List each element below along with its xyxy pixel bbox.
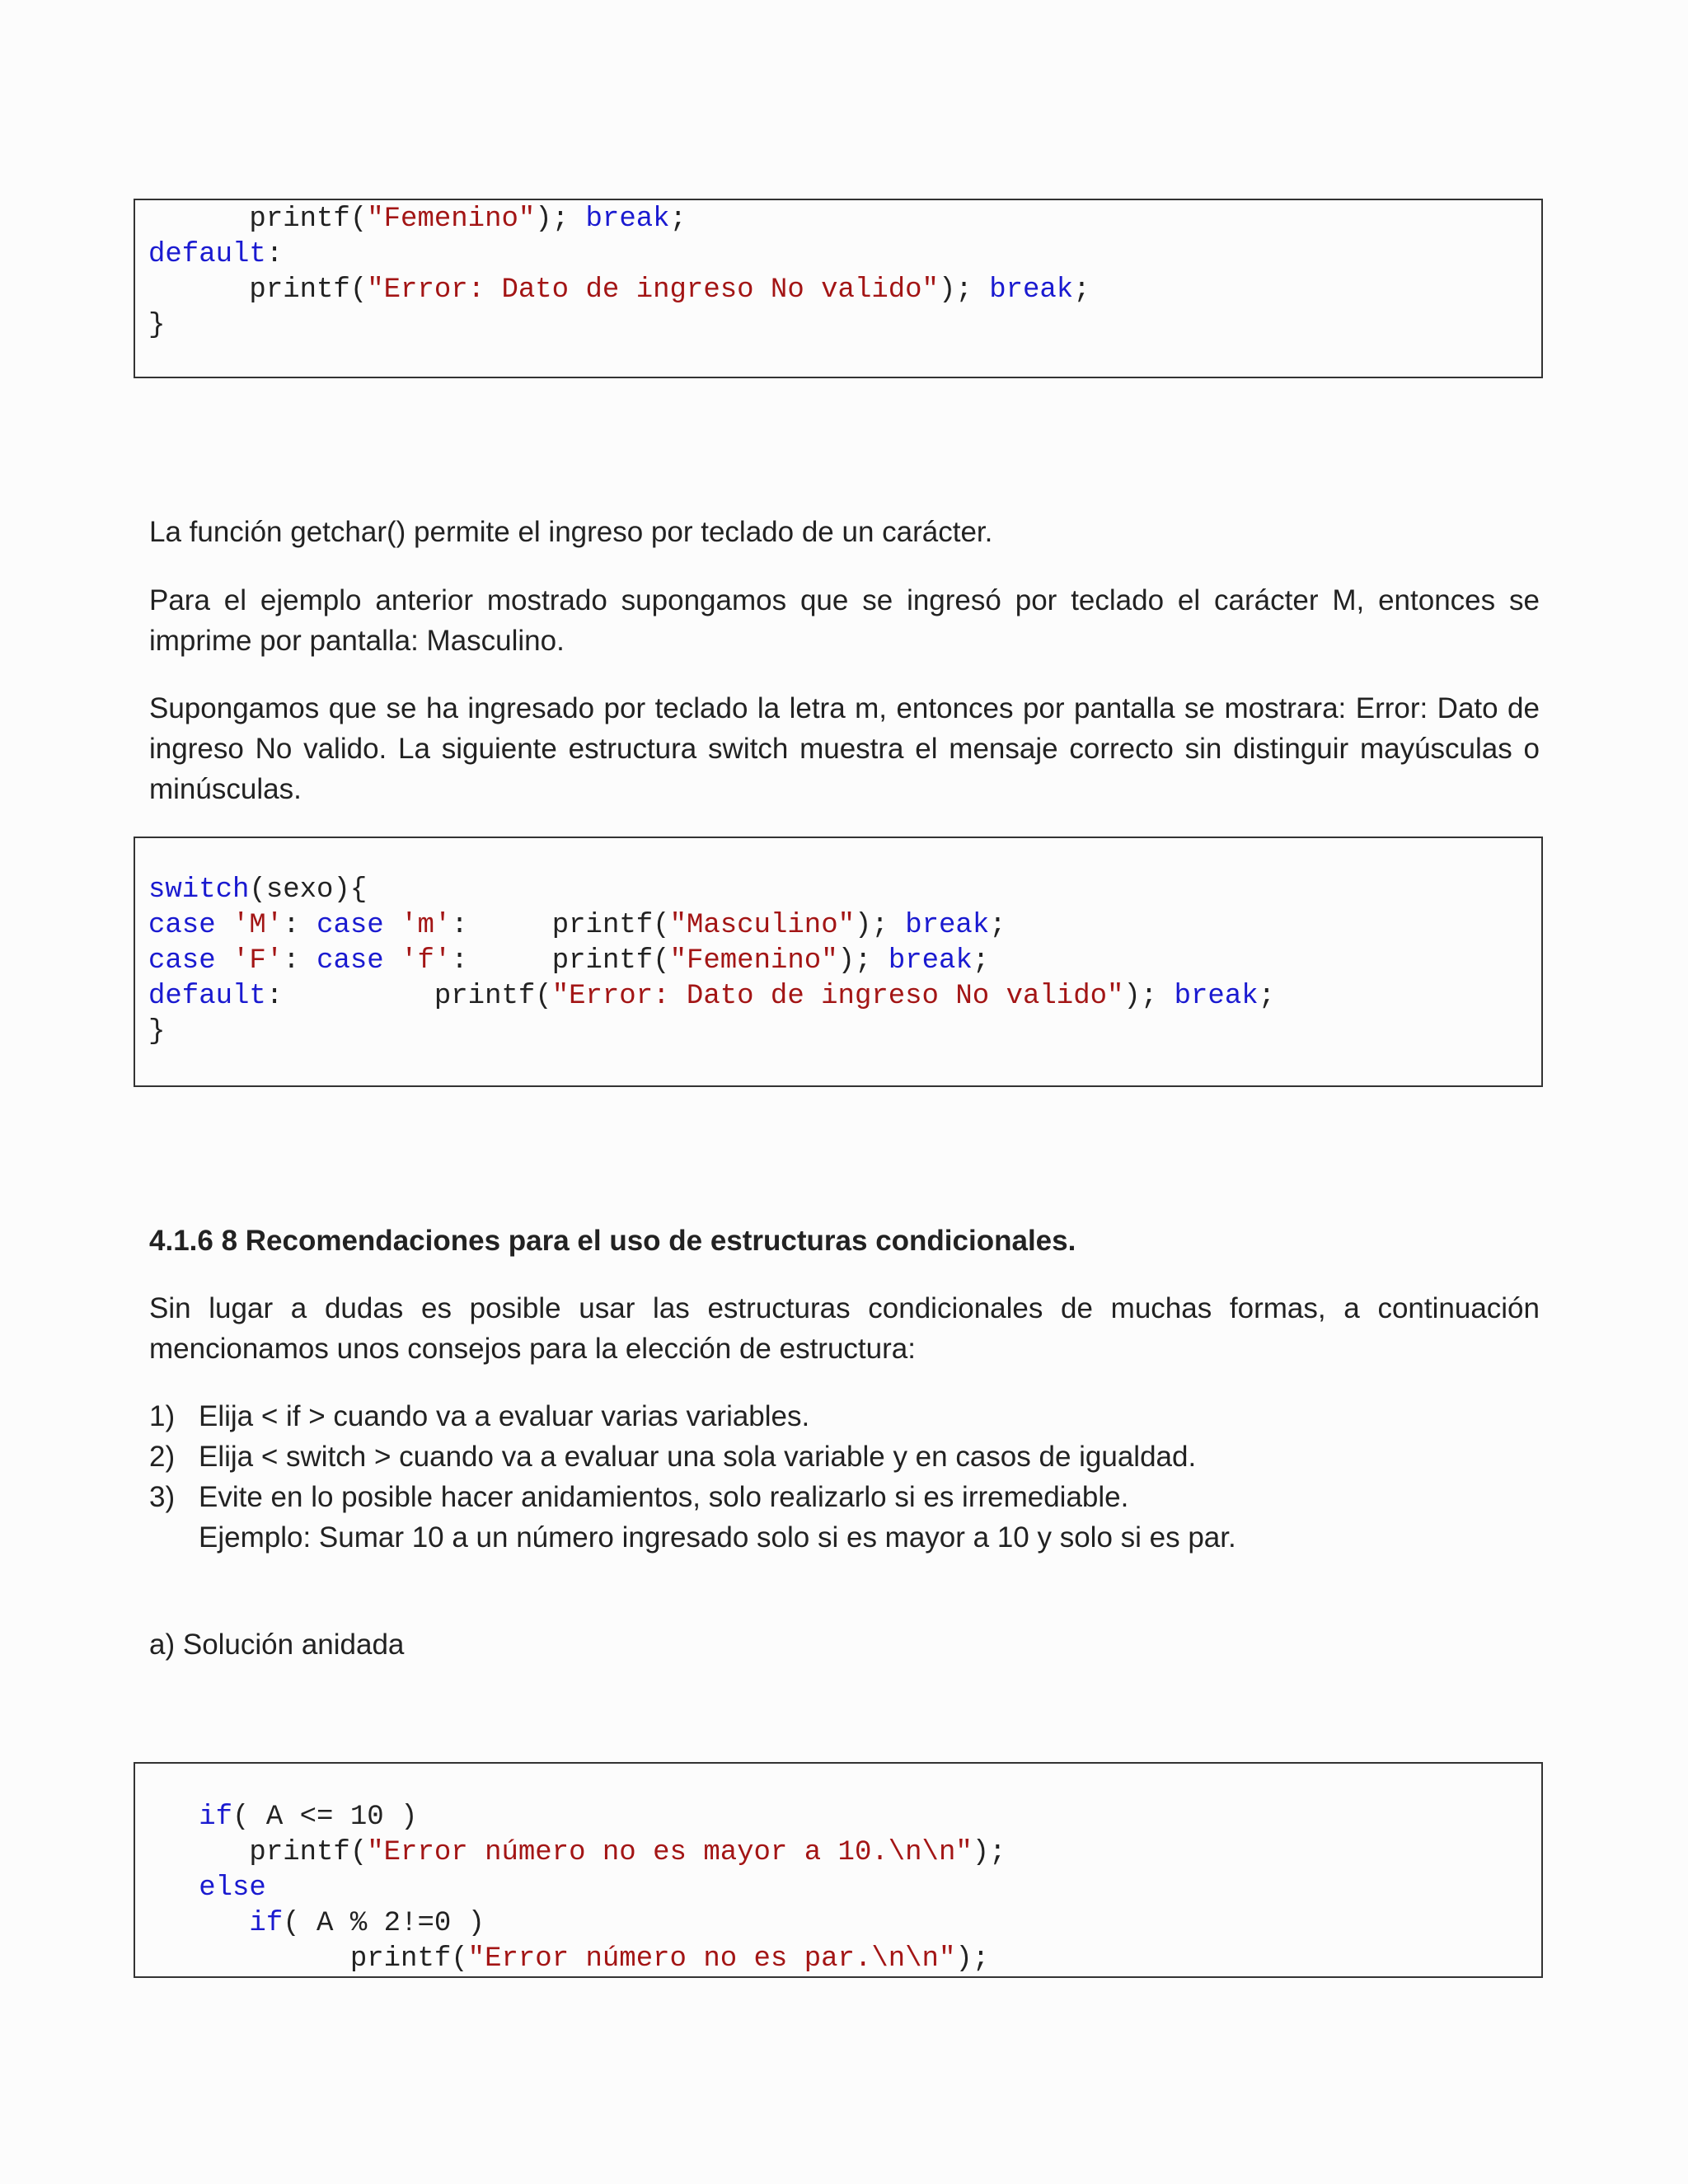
code-text: printf( bbox=[148, 1837, 368, 1868]
code-text: ( A % 2!=0 ) bbox=[283, 1908, 485, 1939]
code-keyword: case bbox=[316, 910, 384, 941]
list-item bbox=[149, 1436, 1196, 1477]
code-keyword: if bbox=[249, 1908, 284, 1939]
code-text: : bbox=[283, 945, 317, 977]
code-string: 'F' bbox=[232, 945, 284, 977]
subheading-nested-solution: a) Solución anidada bbox=[149, 1629, 405, 1661]
code-line bbox=[148, 944, 1541, 979]
list-number: 3) bbox=[149, 1481, 176, 1513]
code-line bbox=[148, 237, 1541, 273]
code-line bbox=[148, 908, 1541, 944]
code-line bbox=[148, 873, 1541, 908]
code-text: (sexo){ bbox=[249, 874, 368, 906]
code-line bbox=[148, 1942, 1541, 1977]
code-string: "Femenino" bbox=[367, 204, 536, 235]
code-string: "Error número no es par.\n\n" bbox=[467, 1943, 956, 1975]
code-block-switch-tail bbox=[134, 199, 1543, 378]
code-line bbox=[148, 202, 1541, 237]
code-line bbox=[148, 979, 1541, 1015]
list-text: Evite en lo posible hacer anidamientos, solo realizarlo si es irremediable. bbox=[199, 1481, 1129, 1513]
code-keyword: switch bbox=[148, 874, 250, 906]
code-line bbox=[148, 273, 1541, 308]
code-text: : bbox=[265, 239, 284, 270]
list-item bbox=[149, 1396, 809, 1436]
code-line bbox=[148, 1800, 1541, 1835]
code-text: printf( bbox=[148, 1943, 468, 1975]
code-keyword: break bbox=[1174, 981, 1259, 1012]
code-text: ; bbox=[1258, 981, 1276, 1012]
paragraph-example-error: Supongamos que se ha ingresado por teclado la letra m, entonces por pantalla se mostrara: Error: Dato de ingreso No valido. La siguiente estructura switch muestra el mensaje correcto sin distinguir mayúsculas o minúsculas. bbox=[149, 692, 1540, 805]
code-string: 'f' bbox=[401, 945, 452, 977]
code-line bbox=[148, 1906, 1541, 1942]
paragraph-getchar: La función getchar() permite el ingreso por teclado de un carácter. bbox=[149, 516, 993, 548]
code-text: : printf( bbox=[265, 981, 552, 1012]
code-text: ); bbox=[535, 204, 586, 235]
code-string: "Error: Dato de ingreso No valido" bbox=[367, 274, 939, 306]
code-text bbox=[216, 910, 232, 941]
code-text: : printf( bbox=[451, 945, 670, 977]
code-keyword: break bbox=[888, 945, 973, 977]
list-number: 1) bbox=[149, 1400, 176, 1432]
code-string: "Error: Dato de ingreso No valido" bbox=[551, 981, 1124, 1012]
code-line bbox=[148, 1835, 1541, 1871]
code-keyword: break bbox=[989, 274, 1074, 306]
code-text: ; bbox=[669, 204, 687, 235]
list-text: Elija < if > cuando va a evaluar varias variables. bbox=[199, 1400, 810, 1432]
section-intro: Sin lugar a dudas es posible usar las estructuras condicionales de muchas formas, a continuación mencionamos unos consejos para la elección de estructura: bbox=[149, 1292, 1540, 1365]
code-line bbox=[148, 1015, 1541, 1050]
code-text: : bbox=[283, 910, 317, 941]
code-text: ); bbox=[938, 274, 990, 306]
code-text: } bbox=[148, 1016, 166, 1047]
code-keyword: break bbox=[585, 204, 670, 235]
list-text: Elija < switch > cuando va a evaluar una sola variable y en casos de igualdad. bbox=[199, 1441, 1197, 1473]
code-keyword: else bbox=[199, 1872, 266, 1904]
code-text: ); bbox=[1123, 981, 1175, 1012]
code-text bbox=[148, 1908, 249, 1939]
code-text: ( A <= 10 ) bbox=[232, 1802, 418, 1833]
code-text: : printf( bbox=[451, 910, 670, 941]
code-text bbox=[384, 910, 401, 941]
list-number: 2) bbox=[149, 1441, 176, 1473]
code-keyword: case bbox=[148, 910, 216, 941]
code-text: ; bbox=[989, 910, 1006, 941]
code-text: ; bbox=[972, 945, 990, 977]
section-heading: 4.1.6 8 Recomendaciones para el uso de estructuras condicionales. bbox=[149, 1225, 1076, 1257]
code-line bbox=[148, 308, 1541, 344]
code-string: 'M' bbox=[232, 910, 284, 941]
code-block-nested-if bbox=[134, 1762, 1543, 1978]
code-text bbox=[216, 945, 232, 977]
code-text bbox=[148, 1872, 199, 1904]
code-text: printf( bbox=[148, 204, 368, 235]
code-text: ); bbox=[955, 1943, 990, 1975]
example-text: Ejemplo: Sumar 10 a un número ingresado solo si es mayor a 10 y solo si es par. bbox=[199, 1521, 1236, 1554]
code-keyword: default bbox=[148, 239, 266, 270]
code-keyword: break bbox=[905, 910, 990, 941]
code-keyword: if bbox=[199, 1802, 233, 1833]
code-text: ); bbox=[855, 910, 906, 941]
list-item bbox=[149, 1477, 1128, 1517]
code-text: printf( bbox=[148, 274, 368, 306]
code-text: } bbox=[148, 310, 166, 341]
code-text bbox=[384, 945, 401, 977]
code-text bbox=[148, 1802, 199, 1833]
code-keyword: case bbox=[316, 945, 384, 977]
code-text: ; bbox=[1073, 274, 1090, 306]
list-example bbox=[199, 1517, 1236, 1558]
code-keyword: case bbox=[148, 945, 216, 977]
code-line bbox=[148, 1871, 1541, 1906]
code-text: ); bbox=[972, 1837, 1006, 1868]
code-keyword: default bbox=[148, 981, 266, 1012]
code-string: "Femenino" bbox=[669, 945, 838, 977]
code-string: "Masculino" bbox=[669, 910, 855, 941]
code-text: ); bbox=[837, 945, 889, 977]
code-string: 'm' bbox=[401, 910, 452, 941]
code-string: "Error número no es mayor a 10.\n\n" bbox=[367, 1837, 973, 1868]
paragraph-example-masculino: Para el ejemplo anterior mostrado supongamos que se ingresó por teclado el carácter M, entonces se imprime por pantalla: Masculino. bbox=[149, 584, 1540, 657]
code-block-switch-case-insensitive bbox=[134, 837, 1543, 1087]
